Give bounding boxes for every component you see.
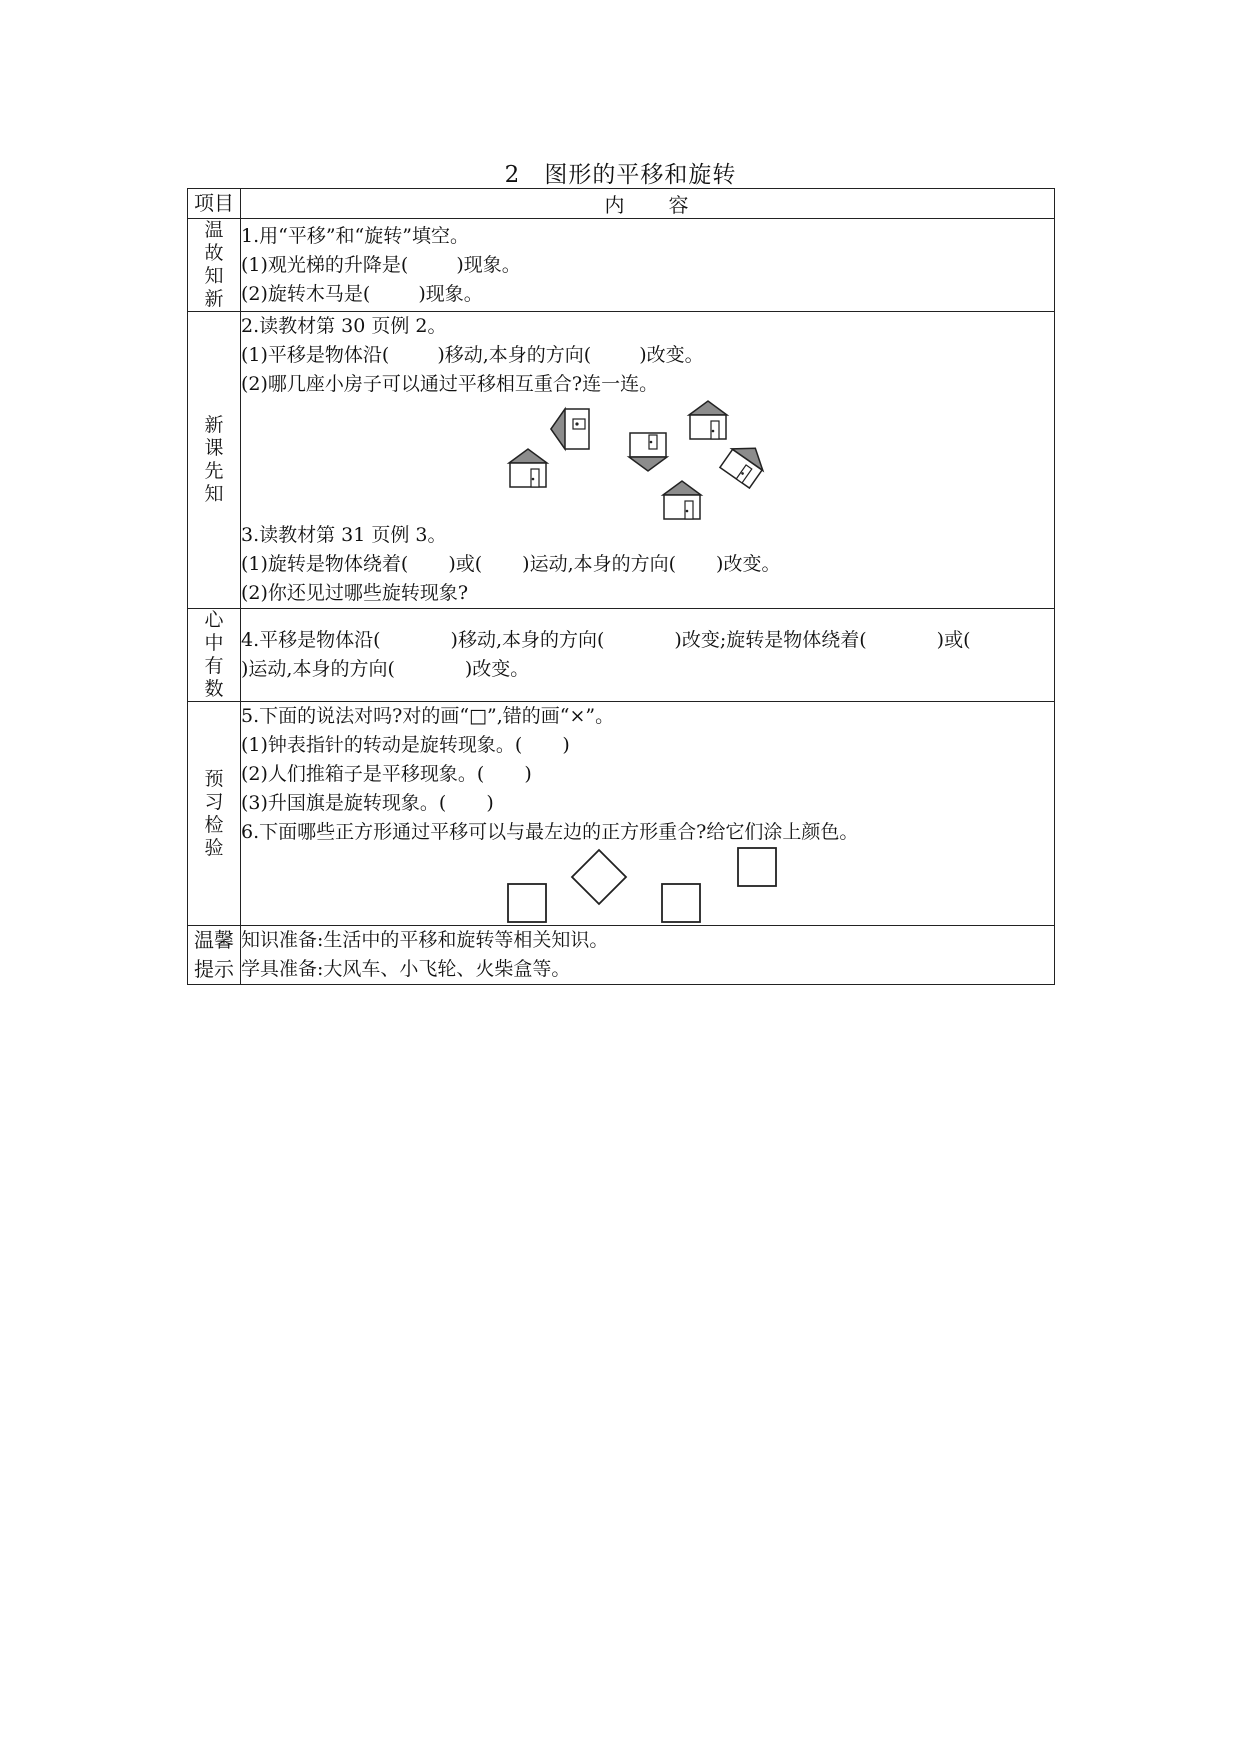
q1-2-start: (2)旋转木马是(	[241, 282, 371, 305]
q3-1-mid: )运动,本身的方向(	[522, 553, 677, 575]
page-title	[0, 156, 1241, 189]
preview-label	[188, 312, 241, 609]
summary-content	[241, 609, 1055, 702]
square-shape[interactable]	[737, 847, 777, 887]
tips-label-line: 温馨	[194, 928, 234, 952]
question-2: 2.读教材第 30 页例 2。	[241, 315, 447, 337]
header-content-b: 容	[668, 193, 691, 217]
q2-1-end: )改变。	[639, 344, 704, 366]
question-3-2: (2)你还见过哪些旋转现象?	[241, 582, 469, 604]
question-1-2	[241, 280, 1054, 309]
question-3-1	[241, 550, 1054, 579]
q3-1-or: )或(	[448, 553, 483, 575]
review-label-char: 知	[204, 265, 224, 287]
check-label-char: 习	[204, 790, 224, 813]
q5-2-close: )	[524, 763, 532, 785]
preview-row	[188, 312, 1055, 609]
q4-mid-3: )或(	[936, 629, 971, 651]
header-content-a: 内	[604, 193, 627, 217]
house-upside-down-icon[interactable]	[627, 431, 669, 473]
q1-2-end: )现象。	[418, 282, 483, 305]
preview-label-char: 先	[204, 460, 224, 482]
tips-content	[241, 926, 1055, 985]
q5-1-text: (1)钟表指针的转动是旋转现象。(	[241, 734, 523, 756]
summary-label	[188, 609, 241, 702]
question-6: 6.下面哪些正方形通过平移可以与最左边的正方形重合?给它们涂上颜色。	[241, 821, 859, 843]
q2-1-mid: )移动,本身的方向(	[437, 344, 592, 366]
title-number: 2	[504, 162, 521, 188]
square-shape[interactable]	[661, 883, 701, 923]
question-2-2: (2)哪几座小房子可以通过平移相互重合?连一连。	[241, 373, 659, 395]
tip-materials: 学具准备:大风车、小飞轮、火柴盒等。	[241, 958, 571, 980]
review-row	[188, 219, 1055, 312]
q4-mid-4: )运动,本身的方向(	[241, 658, 395, 680]
header-content	[241, 189, 1055, 219]
houses-figure	[241, 399, 1054, 521]
question-4-line-2	[241, 655, 1054, 684]
question-3: 3.读教材第 31 页例 3。	[241, 524, 447, 546]
check-label-char: 检	[204, 813, 224, 836]
house-rotated-left-icon[interactable]	[551, 407, 593, 451]
question-5-3	[241, 789, 1054, 818]
diamond-shape[interactable]	[571, 849, 627, 905]
review-label-char: 温	[204, 219, 224, 241]
check-label	[188, 702, 241, 926]
q3-1-start: (1)旋转是物体绕着(	[241, 553, 409, 575]
house-upright-icon[interactable]	[687, 399, 729, 441]
q4-start: 4.平移是物体沿(	[241, 629, 381, 651]
preview-content	[241, 312, 1055, 609]
review-label	[188, 219, 241, 312]
square-shape[interactable]	[507, 883, 547, 923]
house-upright-icon[interactable]	[507, 447, 549, 489]
tips-label	[188, 926, 241, 985]
q5-3-text: (3)升国旗是旋转现象。(	[241, 792, 447, 814]
review-label-char: 新	[204, 288, 224, 310]
worksheet-table	[187, 188, 1055, 985]
q1-1-end: )现象。	[456, 253, 521, 276]
q4-mid-1: )移动,本身的方向(	[450, 629, 605, 651]
question-1: 1.用“平移”和“旋转”填空。	[241, 224, 469, 247]
header-item: 项目	[188, 189, 241, 219]
header-row	[188, 189, 1055, 219]
question-4-line-1	[241, 626, 1054, 655]
check-content	[241, 702, 1055, 926]
tips-label-line: 提示	[194, 957, 234, 981]
squares-figure	[241, 847, 1054, 925]
question-5-2	[241, 760, 1054, 789]
summary-row	[188, 609, 1055, 702]
review-content	[241, 219, 1055, 312]
q5-3-close: )	[486, 792, 494, 814]
q3-1-end: )改变。	[716, 553, 781, 575]
house-upright-icon[interactable]	[661, 479, 703, 521]
q4-mid-2: )改变;旋转是物体绕着(	[674, 629, 867, 651]
q1-1-start: (1)观光梯的升降是(	[241, 253, 409, 276]
q2-1-start: (1)平移是物体沿(	[241, 344, 390, 366]
q4-end: )改变。	[464, 658, 530, 680]
title-text: 图形的平移和旋转	[544, 162, 737, 188]
tips-row	[188, 926, 1055, 985]
question-5-1	[241, 731, 1054, 760]
review-label-char: 故	[204, 242, 224, 264]
question-1-1	[241, 251, 1054, 280]
q5-1-close: )	[562, 734, 570, 756]
preview-label-char: 知	[204, 483, 224, 505]
q5-2-text: (2)人们推箱子是平移现象。(	[241, 763, 485, 785]
question-2-1	[241, 341, 1054, 370]
preview-label-char: 新	[204, 414, 224, 436]
house-tilted-icon[interactable]	[719, 437, 771, 489]
check-label-char: 预	[204, 767, 224, 790]
check-row	[188, 702, 1055, 926]
preview-label-char: 课	[204, 437, 224, 459]
summary-label-char: 心	[204, 609, 224, 631]
summary-label-char: 中	[204, 632, 224, 654]
summary-label-char: 数	[204, 678, 224, 700]
question-5: 5.下面的说法对吗?对的画“□”,错的画“×”。	[241, 705, 615, 727]
tip-knowledge: 知识准备:生活中的平移和旋转等相关知识。	[241, 929, 609, 951]
check-label-char: 验	[204, 836, 224, 859]
summary-label-char: 有	[204, 655, 224, 677]
